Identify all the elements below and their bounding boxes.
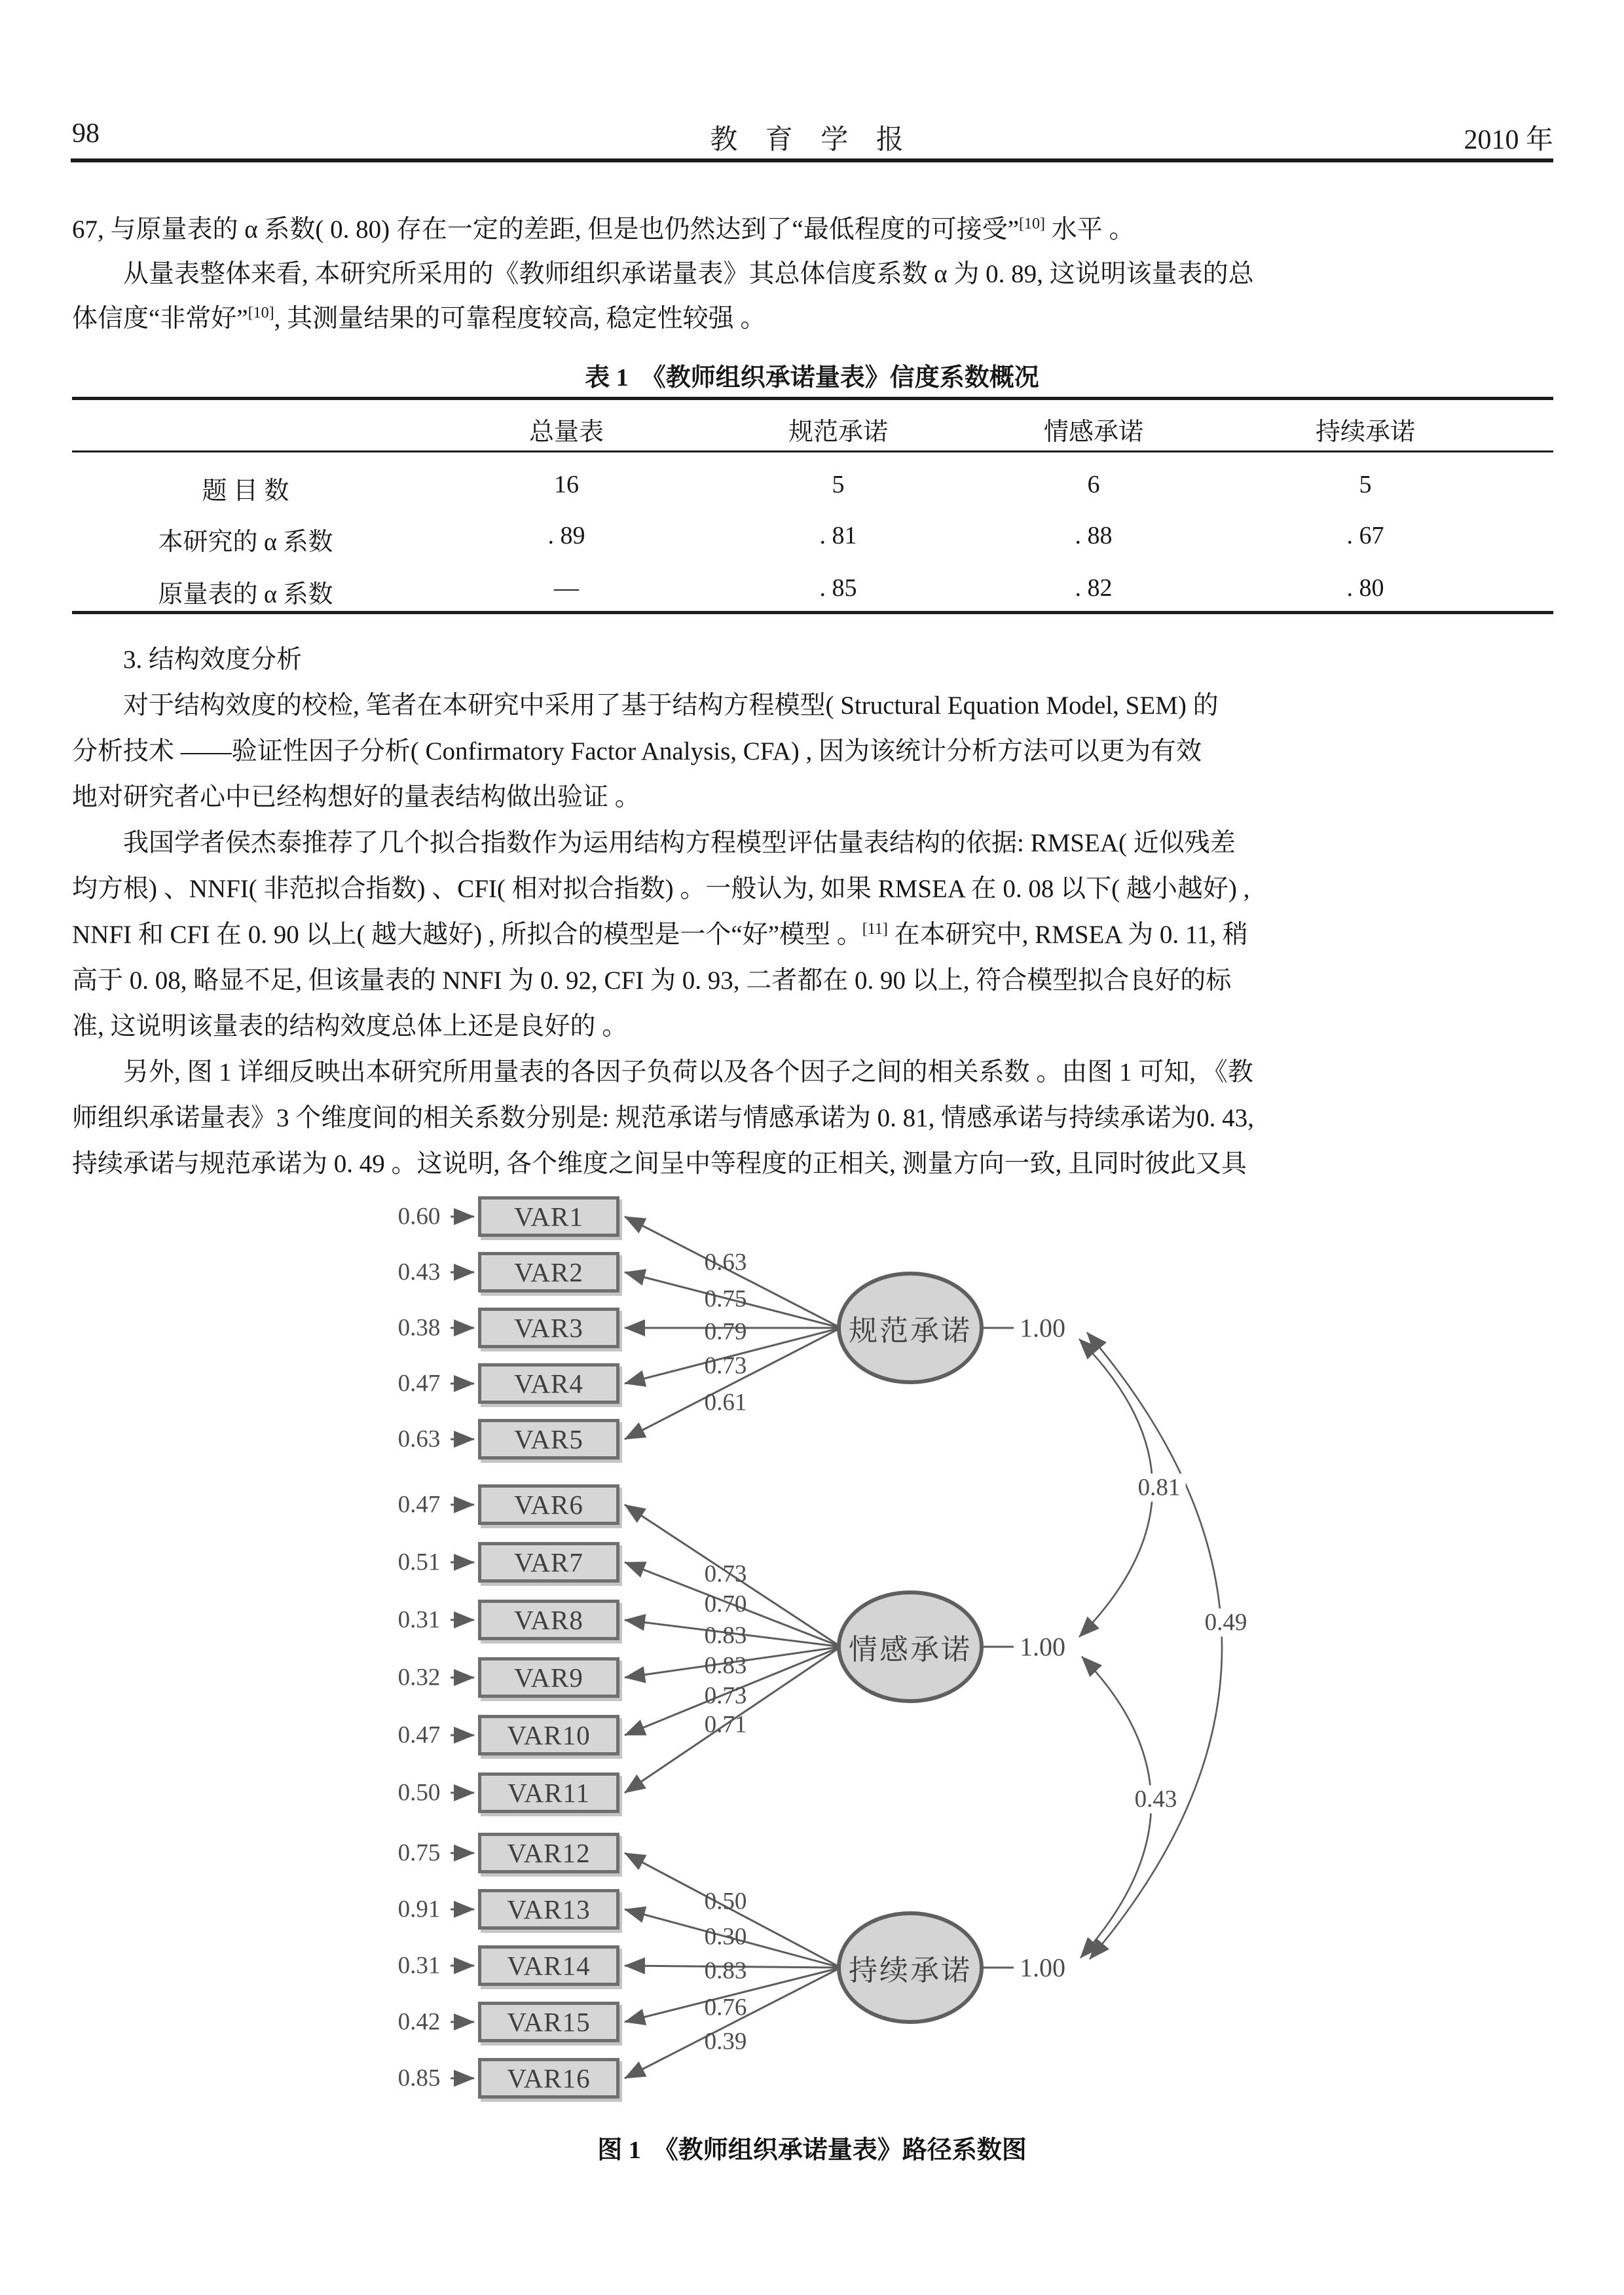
loading-value: 0.83: [704, 1622, 747, 1649]
latent-affective-commitment: 情感承诺: [837, 1590, 984, 1703]
cell: 6: [1087, 471, 1100, 498]
error-value: 0.47: [397, 1370, 441, 1397]
error-value: 0.31: [397, 1952, 441, 1979]
body-line: 准, 这说明该量表的结构效度总体上还是良好的 。: [72, 1012, 628, 1040]
cell: . 88: [1075, 522, 1113, 549]
table-rule-mid: [72, 450, 1553, 452]
cell: . 89: [547, 522, 585, 549]
figure-caption: 图 1 《教师组织承诺量表》路径系数图: [597, 2137, 1027, 2164]
indicator-box: VAR5: [478, 1419, 619, 1460]
body-line: 高于 0. 08, 略显不足, 但该量表的 NNFI 为 0. 92, CFI 为 0. 93, 二者都在 0. 90 以上, 符合模型拟合良好的标: [72, 966, 1232, 995]
table-rule-bottom: [72, 611, 1553, 614]
loading-value: 0.73: [704, 1682, 747, 1710]
loading-value: 0.73: [704, 1560, 747, 1588]
cell: . 80: [1346, 574, 1384, 602]
cell: 16: [554, 471, 579, 498]
loading-value: 0.75: [704, 1285, 747, 1313]
indicator-box: VAR6: [478, 1484, 619, 1525]
journal-year: 2010 年: [1464, 125, 1553, 155]
variance-value: 1.00: [1017, 1632, 1068, 1662]
correlation-value: 0.49: [1200, 1609, 1253, 1637]
error-value: 0.47: [397, 1721, 441, 1749]
table-row: [72, 574, 1553, 610]
page-number: 98: [72, 119, 100, 149]
body-line: 从量表整体来看, 本研究所采用的《教师组织承诺量表》其总体信度系数 α 为 0. 89, 这说明该量表的总: [72, 260, 1254, 288]
cell: . 85: [819, 574, 857, 602]
loading-value: 0.50: [704, 1888, 747, 1915]
error-value: 0.42: [397, 2008, 441, 2036]
error-value: 0.85: [397, 2065, 441, 2092]
loading-value: 0.79: [704, 1318, 747, 1346]
error-value: 0.47: [397, 1491, 441, 1518]
error-value: 0.91: [397, 1896, 441, 1923]
error-value: 0.50: [397, 1779, 441, 1807]
loading-value: 0.83: [704, 1652, 747, 1680]
variance-value: 1.00: [1017, 1313, 1068, 1344]
loading-value: 0.39: [704, 2028, 747, 2055]
loading-value: 0.71: [704, 1711, 747, 1738]
error-value: 0.51: [397, 1549, 441, 1576]
loading-value: 0.73: [704, 1352, 747, 1380]
indicator-box: VAR13: [478, 1889, 619, 1930]
error-value: 0.43: [397, 1258, 441, 1286]
body-line: 对于结构效度的校检, 笔者在本研究中采用了基于结构方程模型( Structural Equation Model, SEM) 的: [72, 691, 1219, 720]
table-header-empty: [72, 411, 419, 447]
loading-value: 0.63: [704, 1249, 747, 1276]
correlation-value: 0.81: [1133, 1474, 1186, 1502]
body-line: 我国学者侯杰泰推荐了几个拟合指数作为运用结构方程模型评估量表结构的依据: RMSEA( 近似残差: [72, 829, 1236, 857]
body-line: 体信度“非常好”[10], 其测量结果的可靠程度较高, 稳定性较强 。: [72, 304, 766, 333]
error-value: 0.60: [397, 1203, 441, 1230]
body-line: 持续承诺与规范承诺为 0. 49 。这说明, 各个维度之间呈中等程度的正相关, 测量方向一致, 且同时彼此又具: [72, 1150, 1247, 1178]
cell: —: [554, 574, 579, 602]
indicator-box: VAR12: [478, 1833, 619, 1873]
indicator-box: VAR4: [478, 1363, 619, 1404]
body-line: 3. 结构效度分析: [72, 646, 303, 674]
table-header-col: 情感承诺: [1043, 418, 1143, 446]
indicator-box: VAR9: [478, 1657, 619, 1698]
latent-continuance-commitment: 持续承诺: [837, 1911, 984, 2024]
body-line: 分析技术 ——验证性因子分析( Confirmatory Factor Analysis, CFA) , 因为该统计分析方法可以更为有效: [72, 737, 1202, 765]
body-line: 师组织承诺量表》3 个维度间的相关系数分别是: 规范承诺与情感承诺为 0. 81, 情感承诺与持续承诺为0. 43,: [72, 1104, 1254, 1132]
indicator-box: VAR2: [478, 1252, 619, 1293]
loading-value: 0.83: [704, 1957, 747, 1985]
error-value: 0.75: [397, 1839, 441, 1867]
indicator-box: VAR3: [478, 1308, 619, 1348]
body-line: 另外, 图 1 详细反映出本研究所用量表的各因子负荷以及各个因子之间的相关系数 。由图 1 可知, 《教: [72, 1058, 1253, 1086]
cell: 5: [1359, 471, 1372, 498]
loading-value: 0.30: [704, 1923, 747, 1951]
indicator-box: VAR15: [478, 2002, 619, 2042]
indicator-box: VAR8: [478, 1600, 619, 1640]
table-header-col: 总量表: [528, 418, 604, 446]
table-title: 表 1 《教师组织承诺量表》信度系数概况: [585, 364, 1039, 392]
table-row: [72, 521, 1553, 557]
error-value: 0.63: [397, 1425, 441, 1453]
variance-value: 1.00: [1017, 1953, 1068, 1983]
table-row: [72, 470, 1553, 506]
header-rule: [71, 158, 1553, 162]
correlation-value: 0.43: [1130, 1786, 1183, 1814]
cell: . 82: [1075, 574, 1113, 602]
loading-value: 0.70: [704, 1590, 747, 1618]
table-rule-top: [72, 397, 1553, 400]
body-line: NNFI 和 CFI 在 0. 90 以上( 越大越好) , 所拟合的模型是一个“好”模型 。[11] 在本研究中, RMSEA 为 0. 11, 稍: [72, 921, 1248, 949]
indicator-box: VAR7: [478, 1542, 619, 1583]
table-header-row: [72, 411, 1553, 447]
indicator-box: VAR1: [478, 1196, 619, 1237]
error-value: 0.38: [397, 1314, 441, 1342]
loading-value: 0.76: [704, 1994, 747, 2021]
table-header-col: 持续承诺: [1315, 418, 1415, 446]
row-label: 原量表的 α 系数: [158, 581, 333, 608]
cell: . 67: [1346, 522, 1384, 549]
body-line: 67, 与原量表的 α 系数( 0. 80) 存在一定的差距, 但是也仍然达到了“最低程度的可接受”[10] 水平 。: [72, 215, 1135, 244]
indicator-box: VAR10: [478, 1715, 619, 1755]
error-value: 0.32: [397, 1664, 441, 1691]
row-label: 题 目 数: [202, 477, 289, 505]
body-line: 地对研究者心中已经构想好的量表结构做出验证 。: [72, 783, 640, 811]
latent-normative-commitment: 规范承诺: [837, 1272, 984, 1384]
loading-value: 0.61: [704, 1389, 747, 1416]
cell: 5: [832, 471, 845, 498]
indicator-box: VAR11: [478, 1772, 619, 1813]
row-label: 本研究的 α 系数: [158, 528, 333, 556]
cell: . 81: [819, 522, 857, 549]
indicator-box: VAR14: [478, 1945, 619, 1986]
indicator-box: VAR16: [478, 2058, 619, 2099]
body-line: 均方根) 、NNFI( 非范拟合指数) 、CFI( 相对拟合指数) 。一般认为, 如果 RMSEA 在 0. 08 以下( 越小越好) ,: [72, 875, 1250, 903]
journal-title: 教 育 学 报: [710, 125, 914, 155]
table-header-col: 规范承诺: [788, 418, 888, 446]
error-value: 0.31: [397, 1606, 441, 1634]
